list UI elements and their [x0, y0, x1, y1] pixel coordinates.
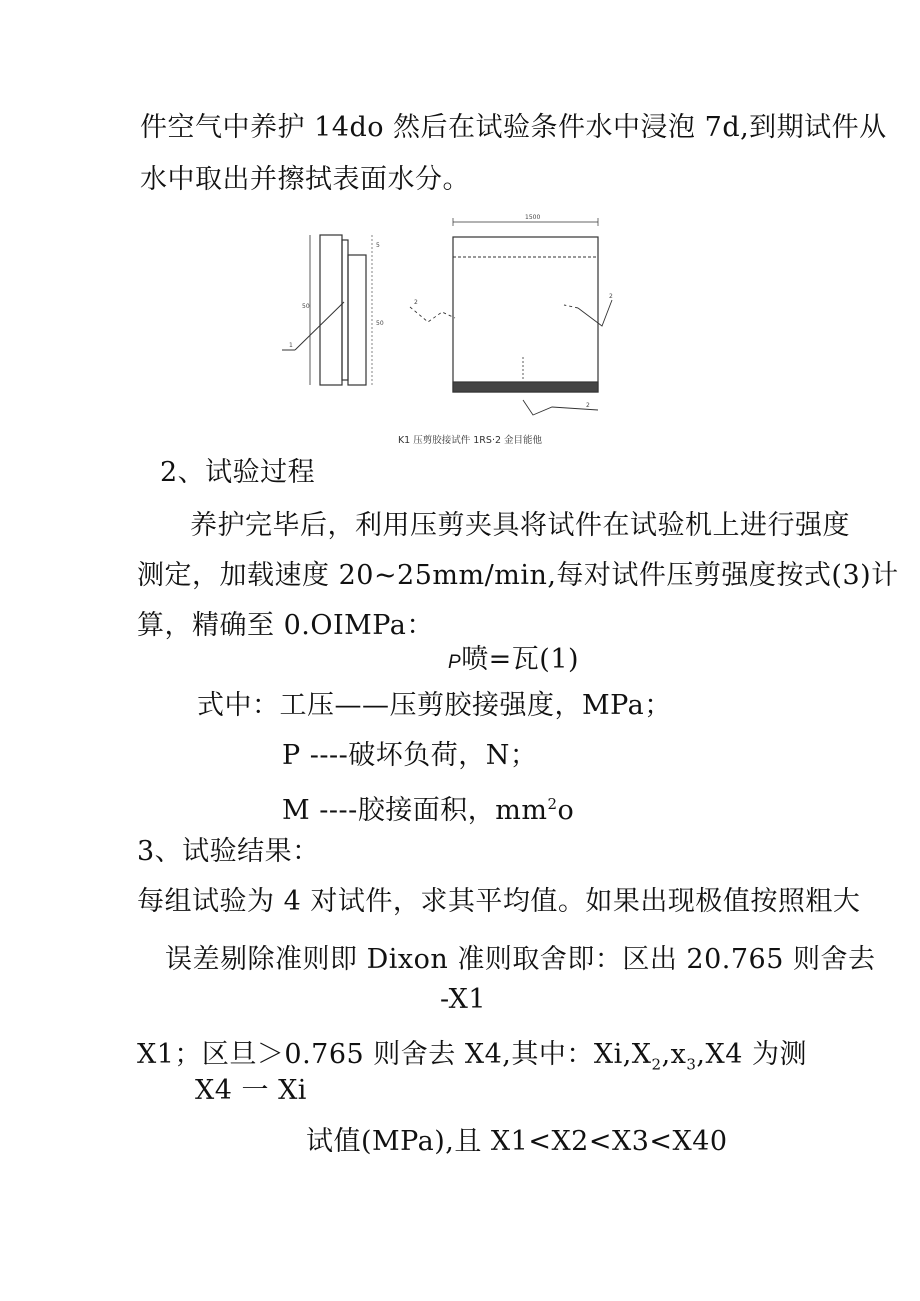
specimen-figure	[280, 210, 660, 455]
left-plate-outer	[320, 235, 342, 385]
section2-heading: 2、试验过程	[160, 457, 316, 488]
definition-area-text: M ----胶接面积，mm	[282, 795, 548, 826]
paragraph1-line1: 件空气中养护 14do 然后在试验条件水中浸泡 7d,到期试件从	[140, 112, 887, 143]
section2-para-line1: 养护完毕后，利用压剪夹具将试件在试验机上进行强度	[190, 510, 850, 541]
section2-para-line3: 算，精确至 0.OIMPa：	[137, 610, 434, 641]
section3-line2: 误差剔除准则即 Dixon 准则取舍即：区出 20.765 则舍去	[165, 944, 876, 975]
definition-strength: 式中：工压——压剪胶接强度，MPa；	[197, 690, 672, 721]
paragraph1-line2: 水中取出并擦拭表面水分。	[140, 164, 470, 195]
section3-line3-c: ,X4 为测	[696, 1039, 807, 1070]
section3-line3-b: ,x	[661, 1039, 687, 1070]
section2-para-line2: 测定，加载速度 20~25mm/min,每对试件压剪强度按式(3)计	[137, 560, 899, 591]
definition-area-tail: o	[557, 795, 575, 826]
dim-label-width: 1500	[525, 214, 541, 221]
dim-label-height: 50	[302, 303, 310, 310]
definition-area	[282, 786, 574, 829]
definition-area-exponent: 2	[547, 795, 558, 813]
definition-load: P ----破坏负荷，N；	[282, 740, 538, 771]
dim-label-mid: 50	[376, 320, 384, 327]
left-plate-inner	[348, 255, 366, 385]
figure-caption: K1 压剪胶接试件 1RS·2 金目能他	[397, 435, 543, 446]
subscript-3: 3	[686, 1055, 697, 1074]
formula-p: P	[448, 652, 462, 673]
right-plate	[453, 237, 598, 392]
specimen-diagram	[280, 210, 660, 455]
formula-body: 喷=瓦(1)	[461, 644, 580, 675]
subscript-2: 2	[651, 1055, 662, 1074]
formula	[448, 642, 579, 681]
callout-1: 1	[289, 342, 293, 349]
dim-label-top: 5	[376, 242, 380, 249]
right-base-strip	[453, 382, 598, 392]
section3-heading: 3、试验结果：	[137, 836, 320, 867]
section3-line4: 试值(MPa),且 X1<X2<X3<X40	[306, 1126, 728, 1157]
callout-2-bottom: 2	[586, 402, 590, 409]
section3-line3-a: X1；区旦＞0.765 则舍去 X4,其中：Xi,X	[137, 1039, 652, 1070]
section3-line1: 每组试验为 4 对试件，求其平均值。如果出现极值按照粗大	[137, 886, 861, 917]
callout-2-left: 2	[414, 299, 418, 306]
fraction-denominator-2: X4 一 Xi	[195, 1075, 307, 1106]
fraction-denominator-1: -X1	[440, 984, 487, 1015]
callout-2-right: 2	[609, 293, 613, 300]
left-glue-layer	[342, 240, 348, 380]
